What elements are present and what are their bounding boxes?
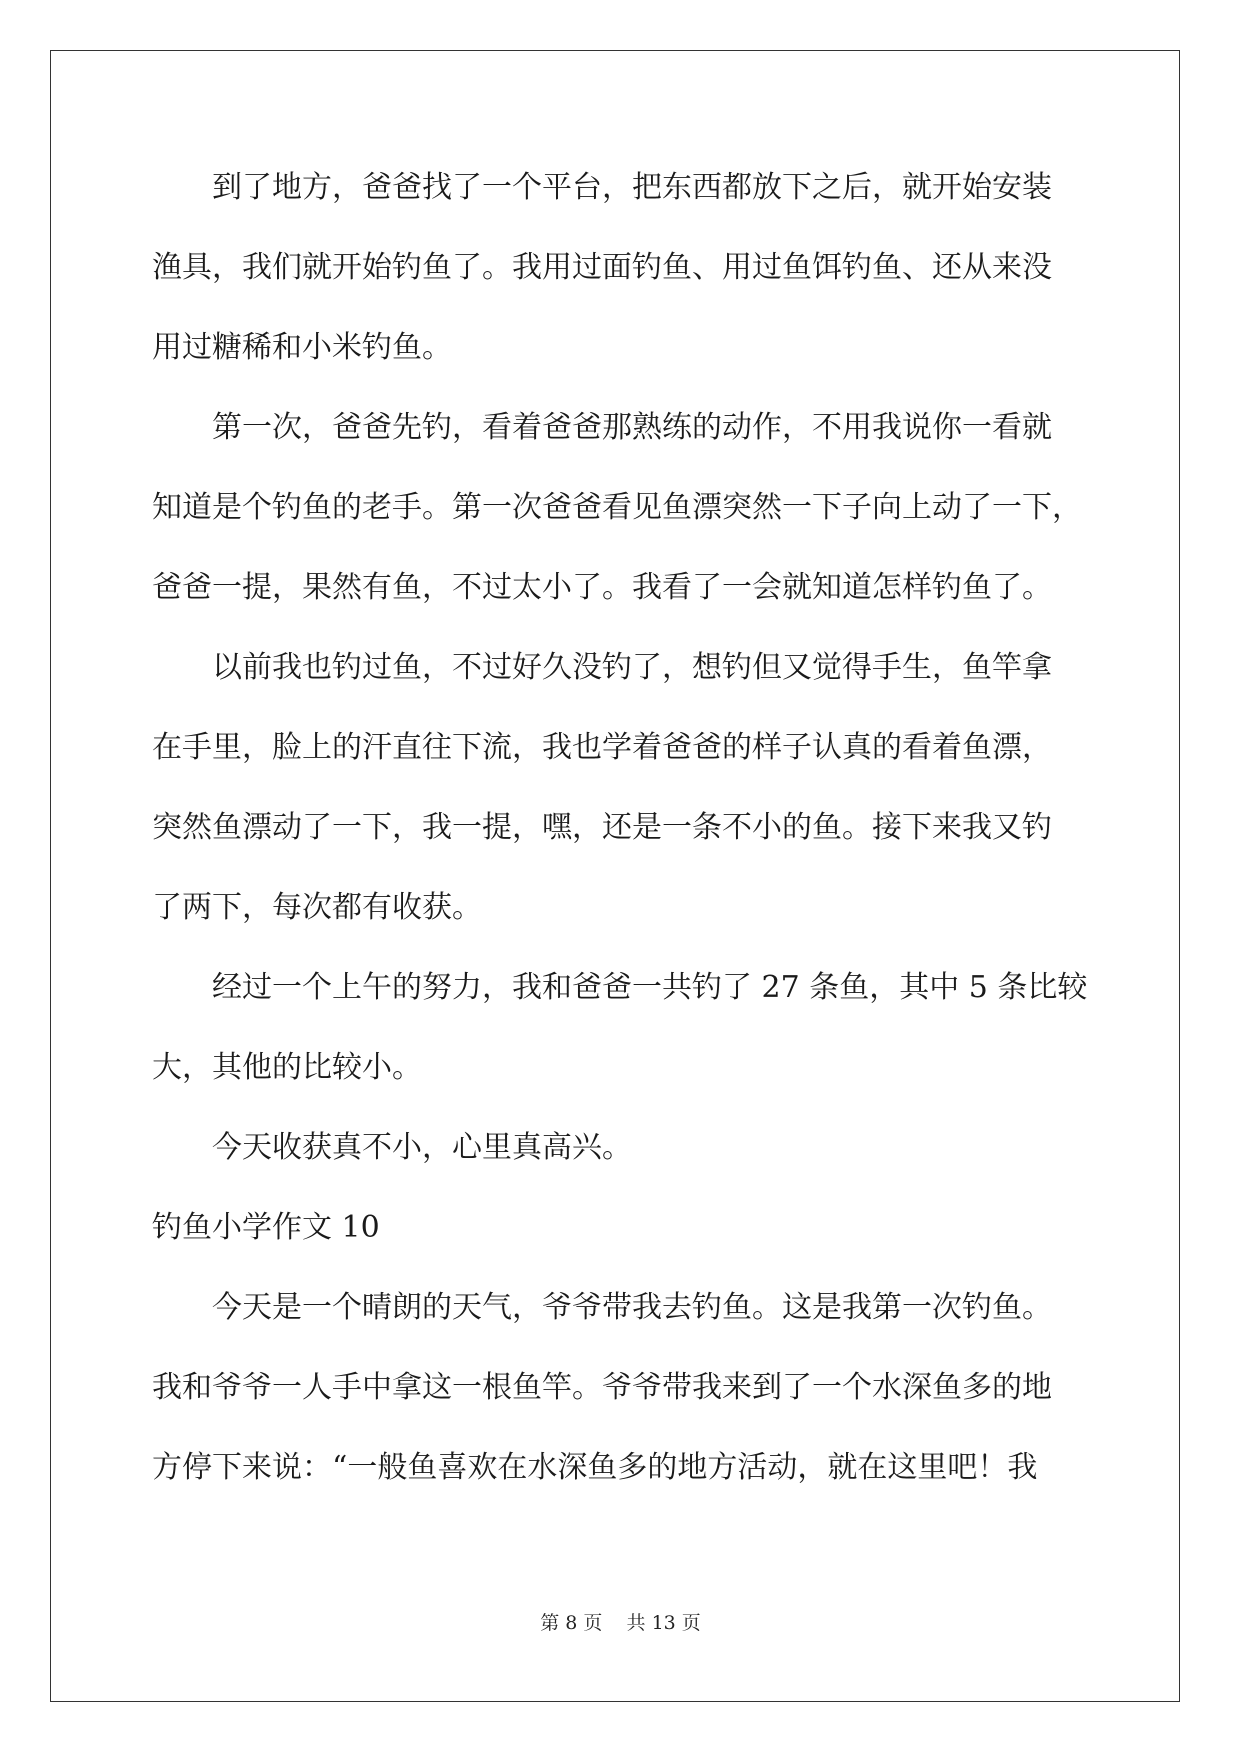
text-line: 渔具，我们就开始钓鱼了。我用过面钓鱼、用过鱼饵钓鱼、还从来没 (152, 250, 1052, 285)
text-line: 爸爸一提，果然有鱼，不过太小了。我看了一会就知道怎样钓鱼了。 (152, 570, 1052, 605)
text-line: 用过糖稀和小米钓鱼。 (152, 330, 452, 365)
text-line: 以前我也钓过鱼，不过好久没钓了，想钓但又觉得手生，鱼竿拿 (152, 650, 1052, 685)
page-total: 共 13 页 (626, 1612, 701, 1634)
text-line: 知道是个钓鱼的老手。第一次爸爸看见鱼漂突然一下子向上动了一下， (152, 490, 1082, 525)
page-footer (0, 1608, 1241, 1638)
text-line: 方停下来说：“一般鱼喜欢在水深鱼多的地方活动，就在这里吧！我 (152, 1450, 1038, 1485)
text-line: 经过一个上午的努力，我和爸爸一共钓了 27 条鱼，其中 5 条比较 (152, 970, 1088, 1005)
text-line: 突然鱼漂动了一下，我一提，嘿，还是一条不小的鱼。接下来我又钓 (152, 810, 1052, 845)
page-number: 第 8 页 (540, 1612, 603, 1634)
text-line: 到了地方，爸爸找了一个平台，把东西都放下之后，就开始安装 (152, 170, 1052, 205)
text-line: 在手里，脸上的汗直往下流，我也学着爸爸的样子认真的看着鱼漂， (152, 730, 1052, 765)
text-line: 今天收获真不小，心里真高兴。 (152, 1130, 632, 1165)
section-heading: 钓鱼小学作文 10 (152, 1210, 380, 1245)
text-line: 我和爷爷一人手中拿这一根鱼竿。爷爷带我来到了一个水深鱼多的地 (152, 1370, 1052, 1405)
text-line: 了两下，每次都有收获。 (152, 890, 482, 925)
text-line: 大，其他的比较小。 (152, 1050, 422, 1085)
text-line: 今天是一个晴朗的天气，爷爷带我去钓鱼。这是我第一次钓鱼。 (152, 1290, 1052, 1325)
text-line: 第一次，爸爸先钓，看着爸爸那熟练的动作，不用我说你一看就 (152, 410, 1052, 445)
